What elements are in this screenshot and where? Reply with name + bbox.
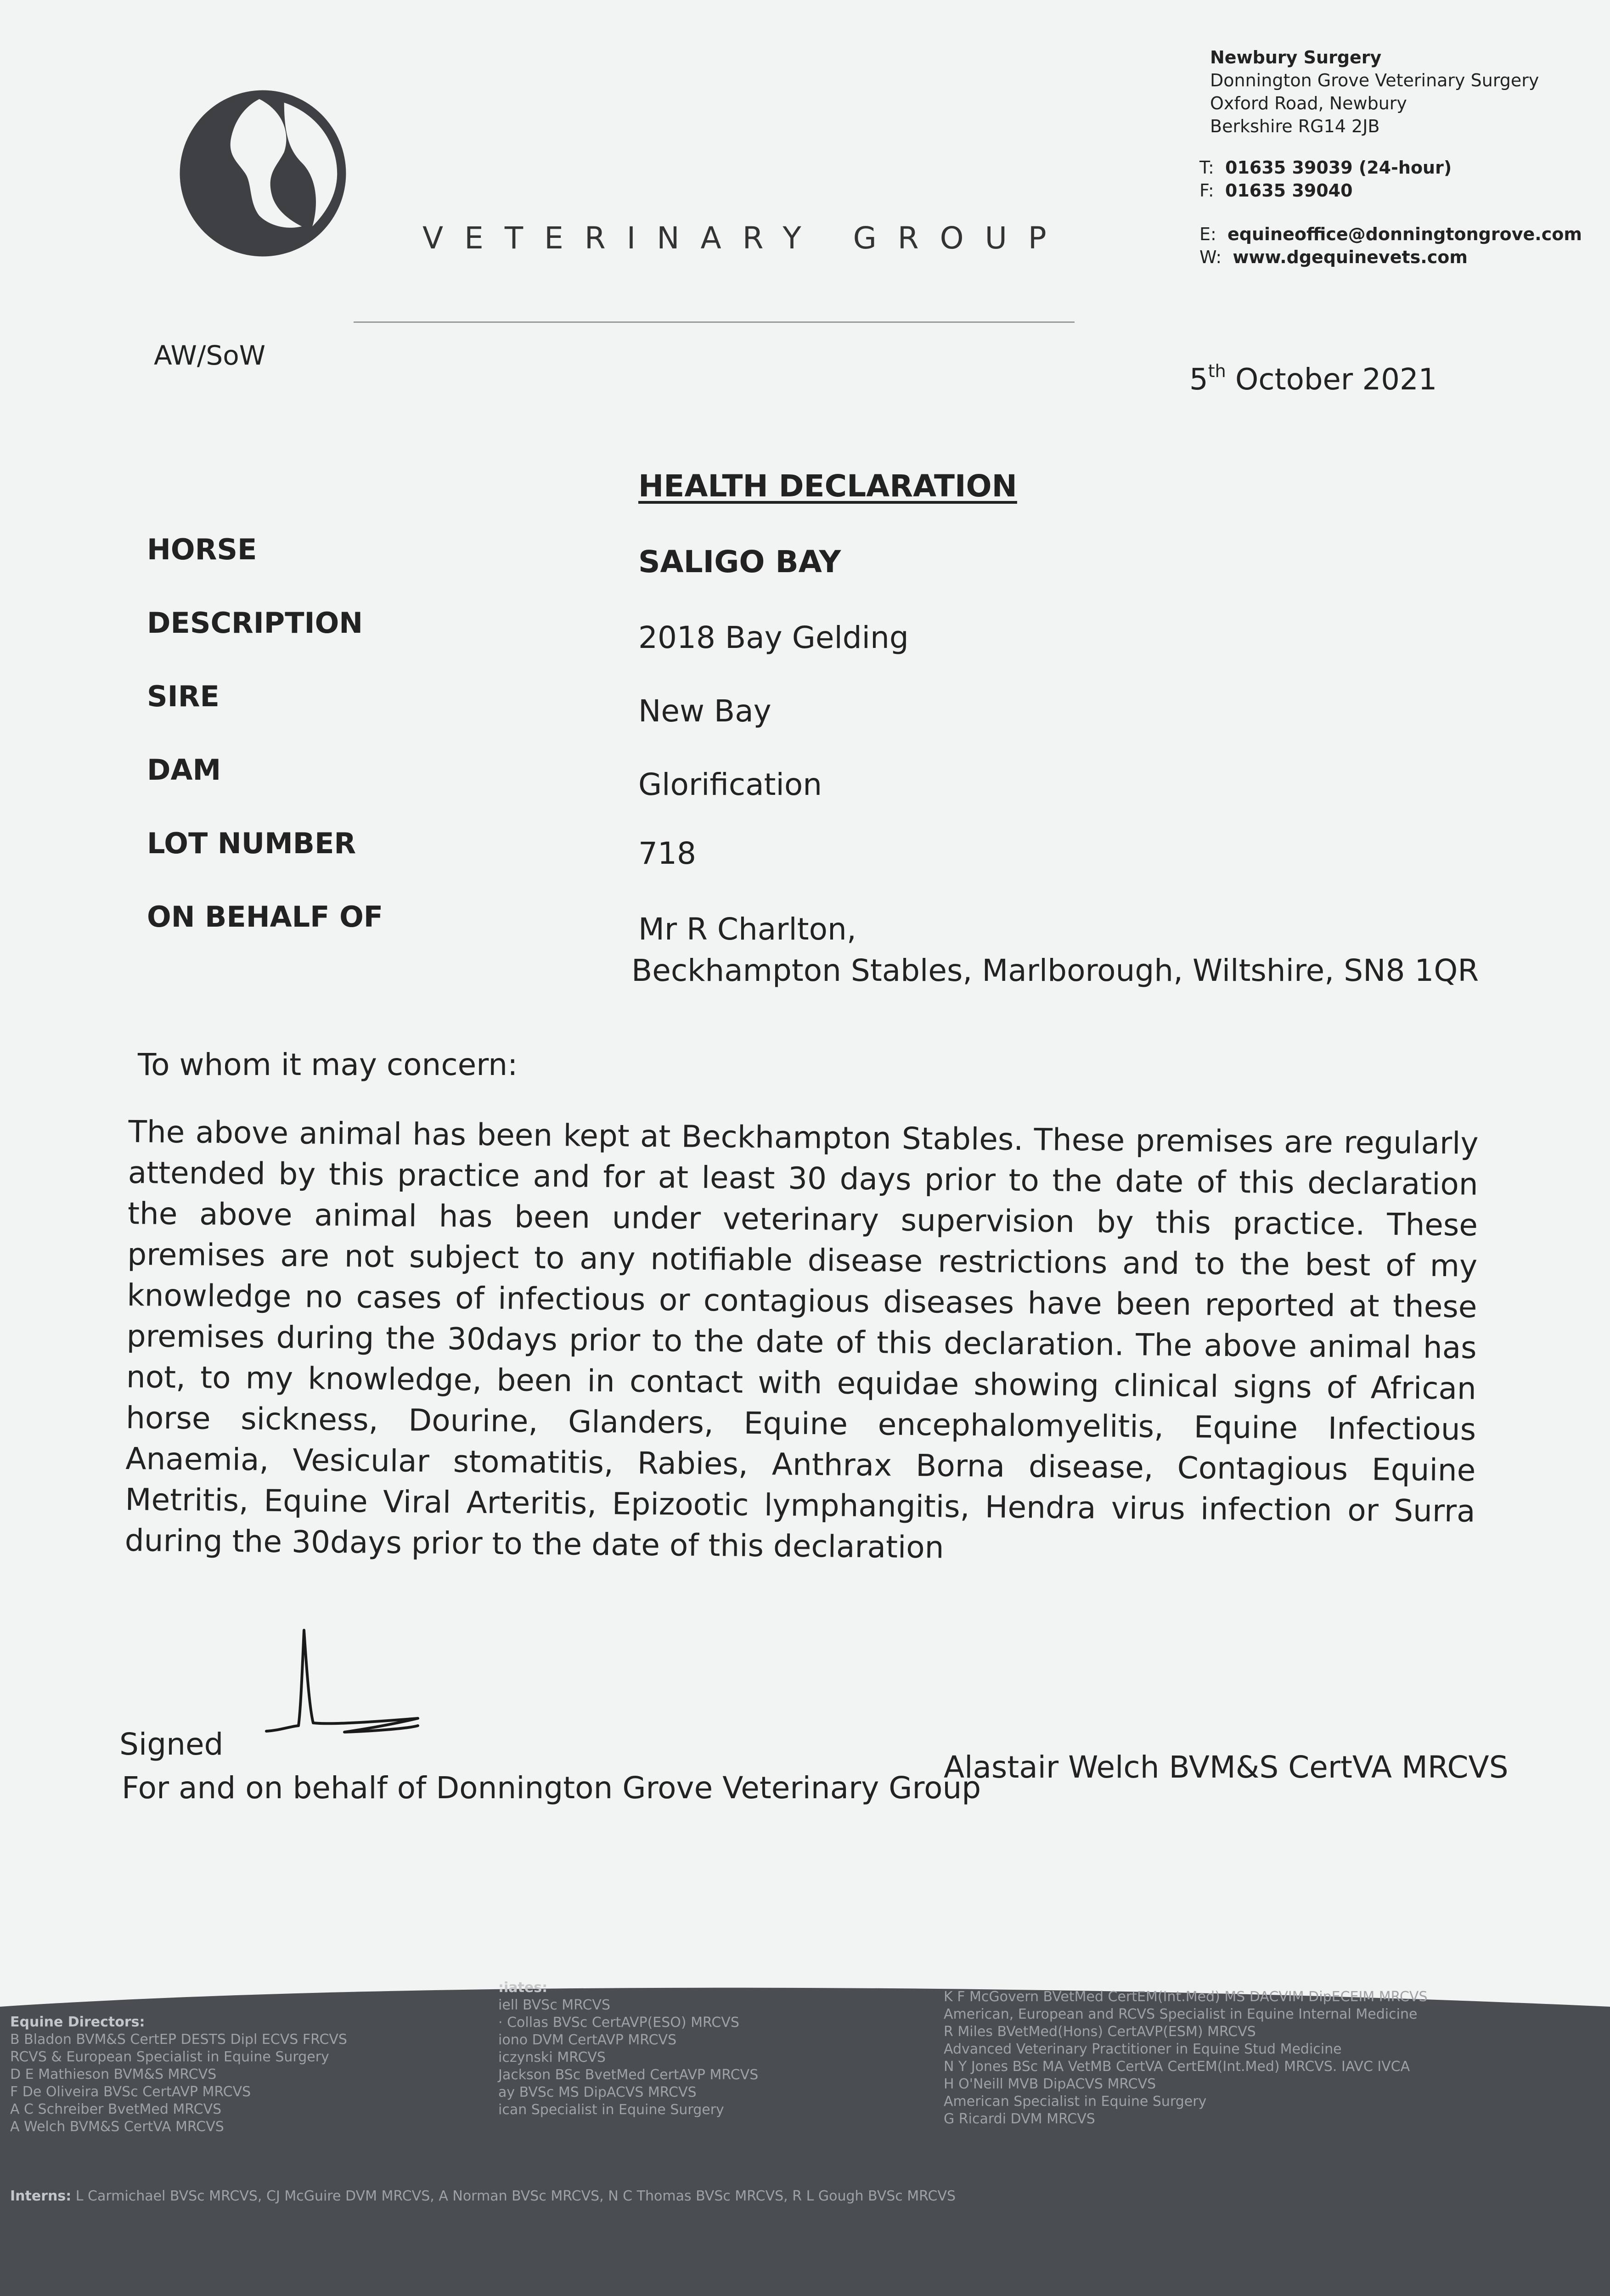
- sire-label: SIRE: [147, 680, 220, 713]
- surgery-name: Newbury Surgery: [1210, 47, 1382, 68]
- on-behalf-line: For and on behalf of Donnington Grove Veterinary Group: [122, 1770, 981, 1806]
- document-title: HEALTH DECLARATION: [638, 468, 1017, 504]
- owner-name: Mr R Charlton,: [638, 912, 856, 947]
- signature: [253, 1616, 510, 1754]
- address-line: Oxford Road, Newbury: [1210, 93, 1407, 113]
- horse-value: SALIGO BAY: [638, 544, 841, 580]
- email-address: equineoffice@donningtongrove.com: [1227, 224, 1582, 244]
- associates-list: :iates: iell BVSc MRCVS · Collas BVSc CertAVP(ESO) MRCVS iono DVM CertAVP MRCVS iczynski MRCVS Jackson BSc BvetMed CertAVP MRCVS ay BVSc MS DipACVS MRCVS ican Specialist in Equine Surgery: [498, 1980, 759, 2118]
- horse-head-logo: [175, 85, 351, 262]
- reference: AW/SoW: [154, 340, 266, 371]
- signed-label: Signed: [119, 1727, 224, 1762]
- address-line: Berkshire RG14 2JB: [1210, 116, 1380, 136]
- surgery-address: [1210, 46, 1539, 138]
- sire-value: New Bay: [638, 693, 771, 729]
- dam-label: DAM: [147, 753, 221, 787]
- website: www.dgequinevets.com: [1233, 247, 1468, 267]
- salutation: To whom it may concern:: [138, 1047, 518, 1082]
- directors-list: Equine Directors: B Bladon BVM&S CertEP DESTS Dipl ECVS FRCVS RCVS & European Specialist in Equine Surgery D E Mathieson BVM&S MRCVS F De Oliveira BVSc CertAVP MRCVS A C Schreiber BvetMed MRCVS A Welch BVM&S CertVA MRCVS: [10, 2014, 347, 2135]
- phone-line: T: 01635 39039 (24-hour): [1199, 158, 1452, 178]
- interns-line: Interns: L Carmichael BVSc MRCVS, CJ McGuire DVM MRCVS, A Norman BVSc MRCVS, N C Thomas BVSc MRCVS, R L Gough BVSc MRCVS: [10, 2188, 956, 2204]
- header-divider: [354, 321, 1075, 323]
- dam-value: Glorification: [638, 767, 822, 802]
- letter-date: 5th October 2021: [1189, 361, 1437, 397]
- address-line: Donnington Grove Veterinary Surgery: [1210, 70, 1539, 90]
- fax-line: F: 01635 39040: [1199, 180, 1353, 201]
- declaration-body: The above animal has been kept at Beckhampton Stables. These premises are regularly attended by this practice and for at least 30 days prior to the date of this declaration the above animal has been under veterinary supervision by this practice. These premises are not subject to any notifiable disease restrictions and to the best of my knowledge no cases of infectious or contagious diseases have been reported at these premises during the 30days prior to the date of this declaration. The above animal has not, to my knowledge, been in contact with equidae showing clinical signs of African horse sickness, Dourine, Glanders, Equine encephalomyelitis, Equine Infectious Anaemia, Vesicular stomatitis, Rabies, Anthrax Borna disease, Contagious Equine Metritis, Equine Viral Arteritis, Epizootic lymphangitis, Hendra virus infection or Surra during the 30days prior to the date of this declaration: [124, 1114, 1479, 1565]
- phone-number: 01635 39039 (24-hour): [1225, 158, 1452, 178]
- web-line: W: www.dgequinevets.com: [1199, 247, 1468, 267]
- email-line: E: equineoffice@donningtongrove.com: [1199, 224, 1582, 244]
- on-behalf-of-label: ON BEHALF OF: [147, 900, 383, 934]
- description-value: 2018 Bay Gelding: [638, 620, 909, 655]
- lot-number-label: LOT NUMBER: [147, 827, 356, 860]
- group-name: VETERINARY GROUP: [422, 220, 1068, 256]
- specialists-list: K F McGovern BVetMed CertEM(Int.Med) MS DACVIM DipECEIM MRCVS American, European and RCVS Specialist in Equine Internal Medicine R Miles BVetMed(Hons) CertAVP(ESM) MRCVS Advanced Veterinary Practitioner in Equine Stud Medicine N Y Jones BSc MA VetMB CertVA CertEM(Int.Med) MRCVS. IAVC IVCA H O'Neill MVB DipACVS MRCVS American Specialist in Equine Surgery G Ricardi DVM MRCVS: [944, 1989, 1428, 2127]
- owner-address: Beckhampton Stables, Marlborough, Wiltshire, SN8 1QR: [631, 953, 1479, 988]
- signer-name: Alastair Welch BVM&S CertVA MRCVS: [944, 1750, 1509, 1785]
- description-label: DESCRIPTION: [147, 606, 363, 640]
- horse-label: HORSE: [147, 533, 257, 566]
- lot-number-value: 718: [638, 836, 696, 871]
- fax-number: 01635 39040: [1225, 180, 1353, 201]
